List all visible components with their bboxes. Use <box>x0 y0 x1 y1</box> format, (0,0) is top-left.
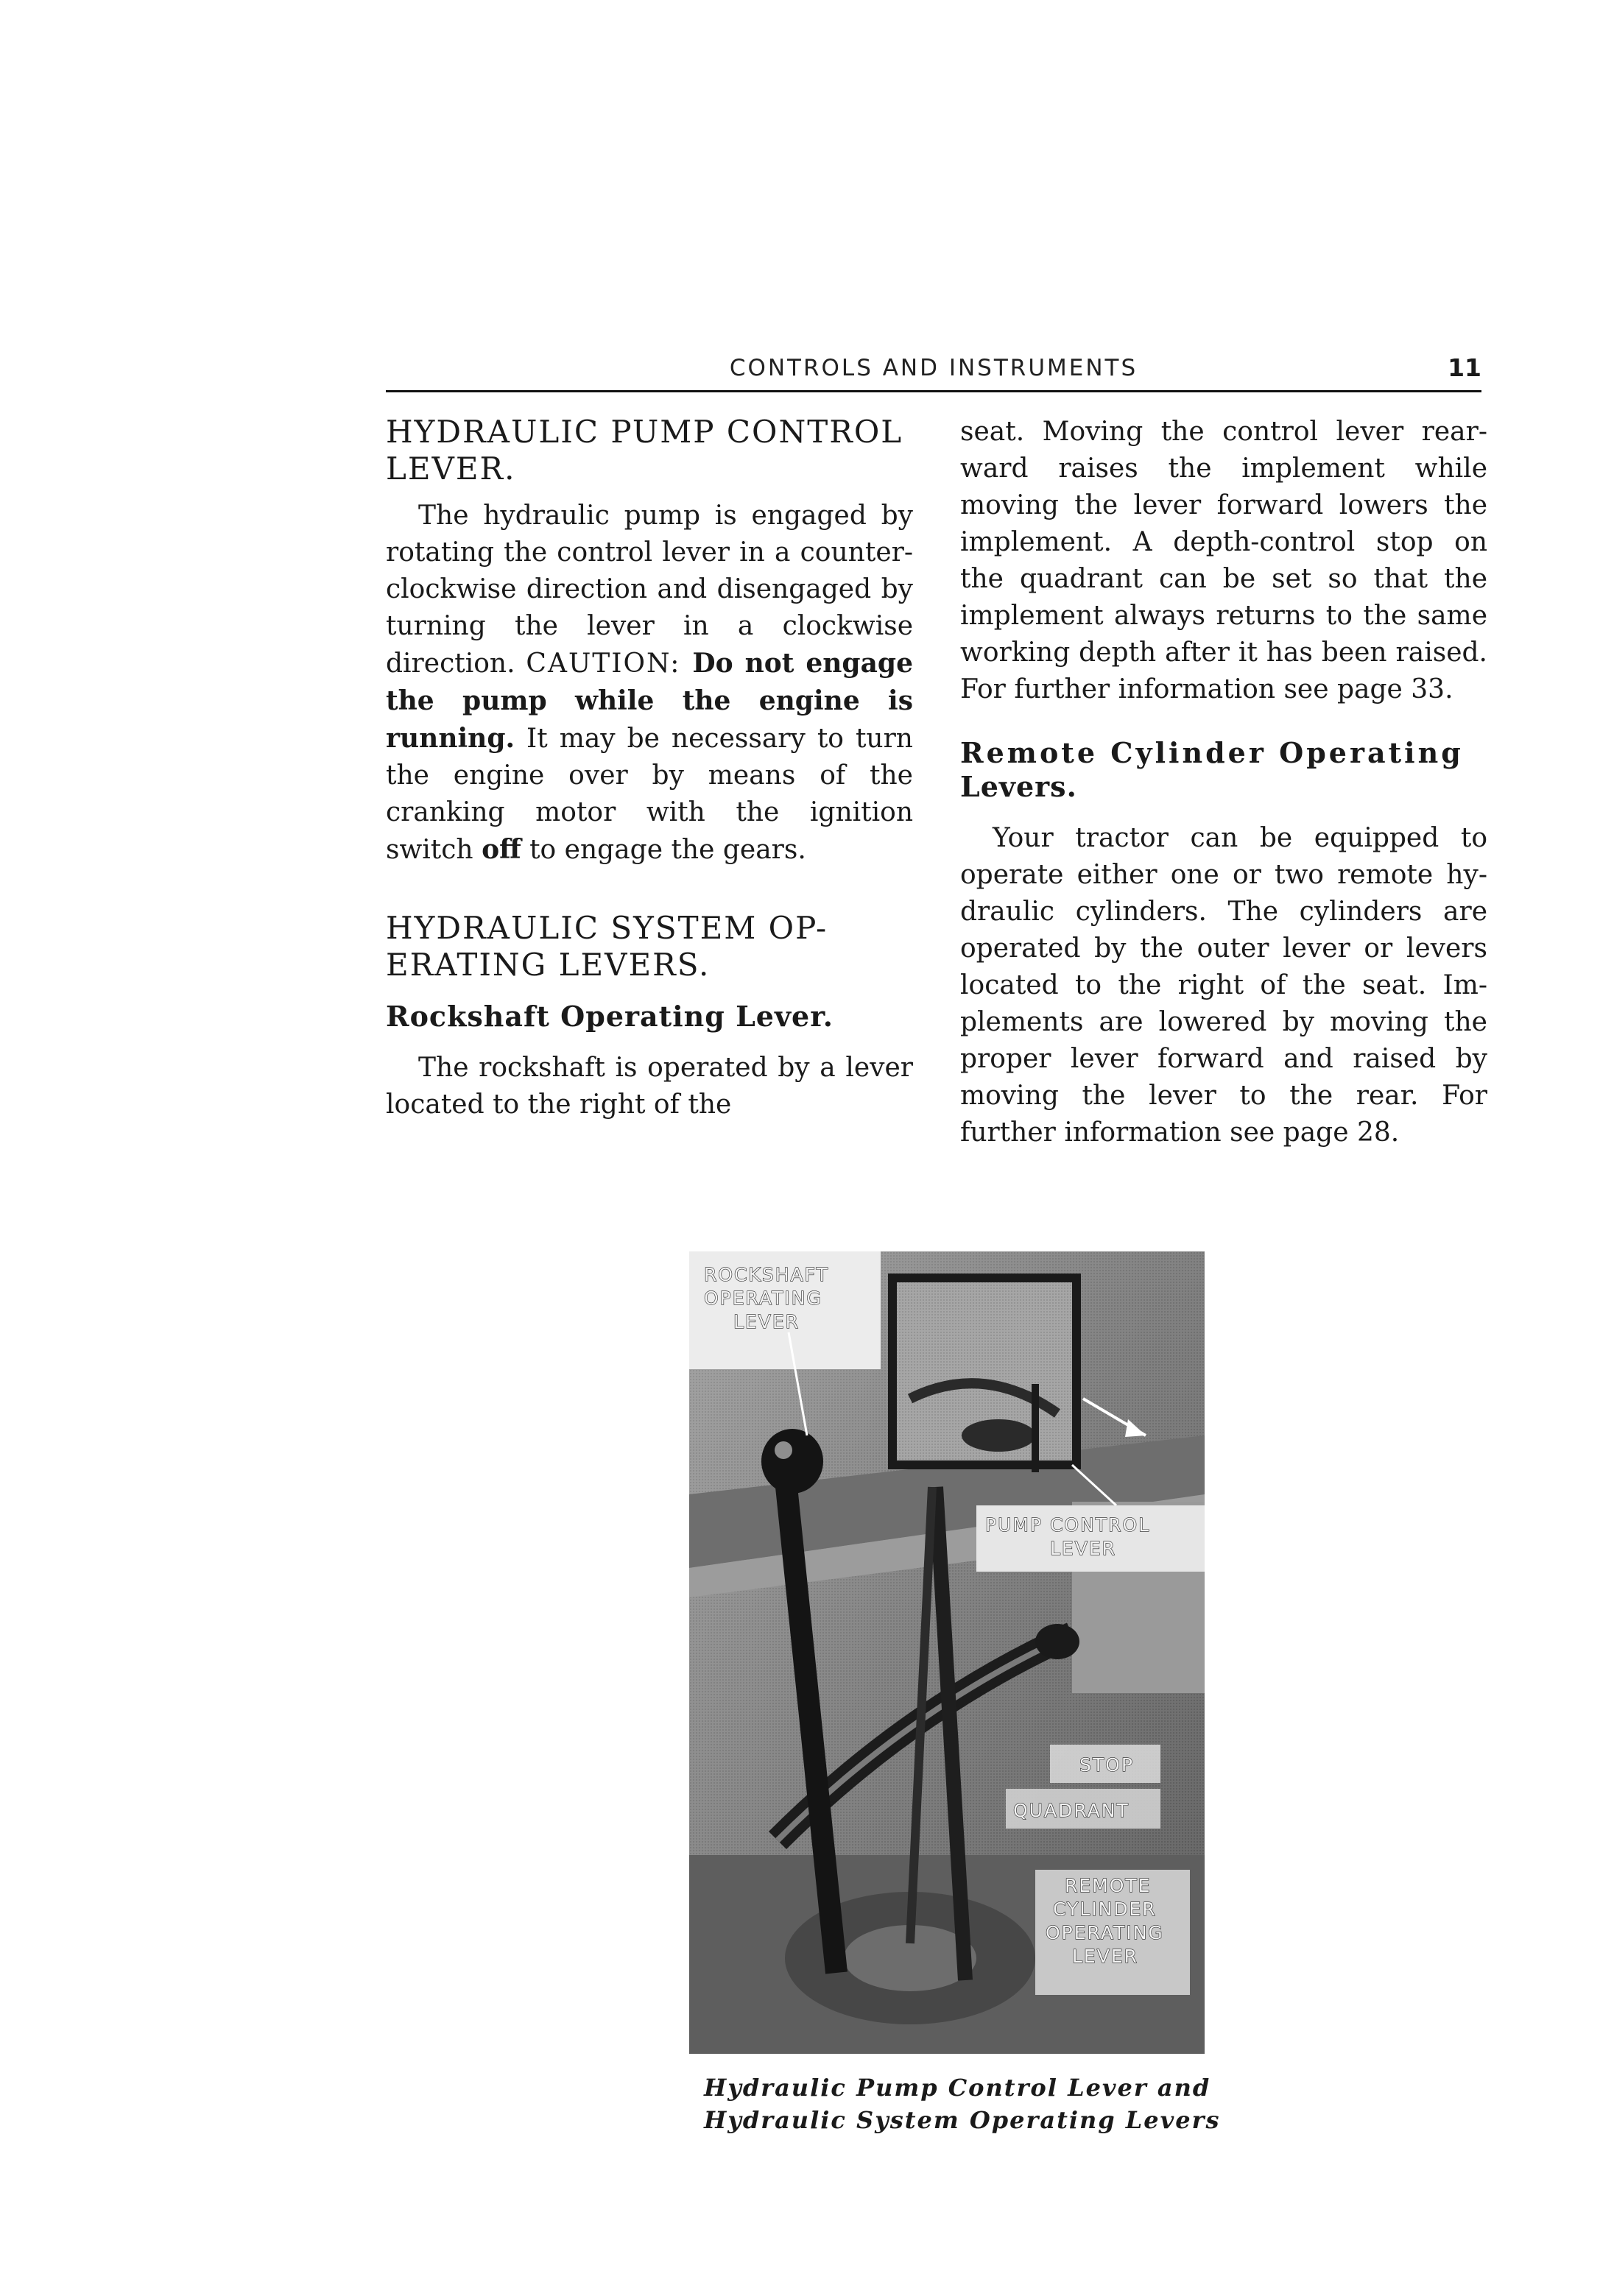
label-pump-1: PUMP CONTROL <box>985 1514 1151 1536</box>
caution-text: Do not engage the pump while the engine is running. <box>386 648 913 754</box>
label-pump-2: LEVER <box>1050 1538 1116 1559</box>
running-head: CONTROLS AND INSTRUMENTS <box>729 355 1138 381</box>
pump-heading-line-2: LEVER. <box>386 451 516 487</box>
label-remote-4: LEVER <box>1072 1946 1138 1967</box>
figure-caption <box>704 2071 1219 2136</box>
label-remote-2: CYLINDER <box>1053 1898 1157 1920</box>
photo-illustration <box>689 1251 1205 2054</box>
remote-heading-line-1: Remote Cylinder Operating <box>960 736 1464 769</box>
label-stop: STOP <box>1079 1754 1134 1776</box>
remote-cylinder-paragraph: Your tractor can be equipped to operate either one or two remote hydraulic cylinders. The cylinders are operated by the outer lever or levers located to the right of the seat. Implements are lowered by moving the proper lever forward and raised by moving the lever to the rear. For further information see page 28. <box>960 823 1487 1148</box>
rockshaft-paragraph-start: The rockshaft is operated by a lever located to the right of the <box>386 1053 913 1120</box>
pump-text-3: to engage the gears. <box>521 835 806 865</box>
label-rockshaft-3: LEVER <box>733 1311 800 1332</box>
pump-heading-line-1: HYDRAULIC PUMP CONTROL <box>386 414 903 450</box>
rockshaft-heading: Rockshaft Operating Lever. <box>386 1000 834 1033</box>
pump-control-heading <box>386 414 913 487</box>
caution-label: CAUTION: <box>526 649 681 679</box>
tractor-levers-photo <box>689 1251 1205 2054</box>
label-rockshaft-1: ROCKSHAFT <box>704 1264 829 1285</box>
right-column <box>960 414 1487 1151</box>
caption-line-1: Hydraulic Pump Control Lever and <box>704 2074 1211 2102</box>
system-heading-line-2: ERATING LEVERS. <box>386 947 711 983</box>
remote-cylinder-heading <box>960 736 1487 804</box>
label-remote-3: OPERATING <box>1046 1922 1164 1943</box>
pump-text-2: It may be necessary to turn the engine over by means of the cranking motor with the ignition switch <box>386 724 913 865</box>
system-operating-levers-heading <box>386 910 913 983</box>
left-column <box>386 414 913 1123</box>
pump-text-1: The hydraulic pump is engaged by rotating the control lever in a counter-clockwise direction and disengaged by turning the lever in a clockwise direction. <box>386 501 913 679</box>
caption-line-2: Hydraulic System Operating Levers <box>704 2106 1221 2134</box>
label-quadrant: QUADRANT <box>1013 1800 1130 1821</box>
page-number: 11 <box>1448 353 1481 382</box>
remote-heading-line-2: Levers. <box>960 770 1077 803</box>
rockshaft-paragraph-end: seat. Moving the control lever rearward raises the implement while moving the lever forward lowers the implement. A depth-control stop on the quadrant can be set so that the implement always returns to the same working depth after it has been raised. For further information see page 33. <box>960 417 1487 704</box>
page-header <box>386 353 1481 392</box>
system-heading-line-1: HYDRAULIC SYSTEM OP- <box>386 910 828 946</box>
label-remote-1: REMOTE <box>1065 1875 1152 1896</box>
off-word: off <box>482 834 521 865</box>
label-rockshaft-2: OPERATING <box>704 1287 822 1309</box>
pump-control-paragraph <box>386 498 913 869</box>
